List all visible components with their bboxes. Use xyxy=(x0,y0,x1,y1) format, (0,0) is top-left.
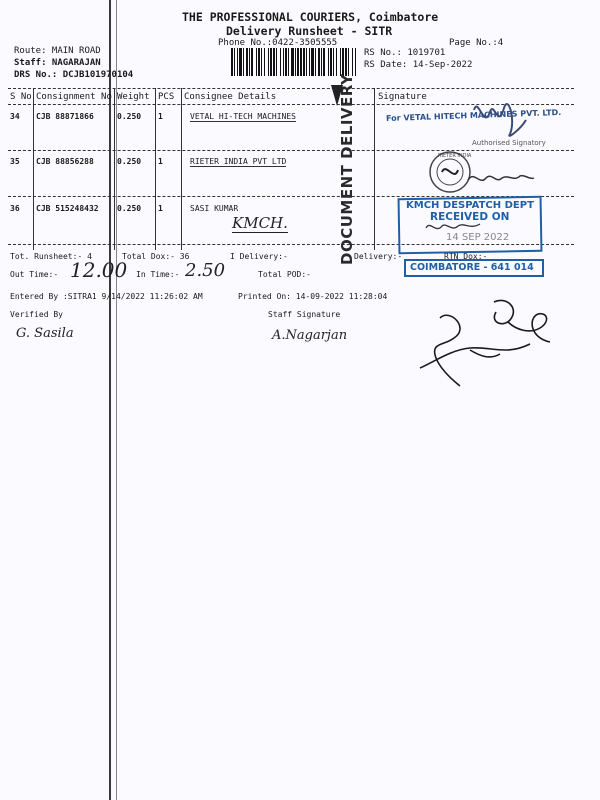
col-sep-3 xyxy=(155,88,156,250)
row-weight: 0.250 xyxy=(117,204,142,213)
phone-number: Phone No.:0422-3505555 xyxy=(218,38,338,48)
staff-name: Staff: NAGARAJAN xyxy=(14,58,101,68)
row-consignment: CJB 515248432 xyxy=(36,204,99,213)
sheet-title: Delivery Runsheet - SITR xyxy=(226,24,393,38)
delivery: Delivery:- xyxy=(354,252,403,261)
route: Route: MAIN ROAD xyxy=(14,46,101,56)
out-time-label: Out Time:- xyxy=(10,270,59,279)
row-pcs: 1 xyxy=(158,112,163,121)
col-header-sno: S No xyxy=(10,92,32,102)
rtn-dox: RTN Dox:- xyxy=(444,252,488,261)
kmch-stamp-date: 14 SEP 2022 xyxy=(446,232,510,243)
vetal-stamp-line1: For VETAL HITECH MACHINES PVT. LTD. xyxy=(385,107,562,124)
row-consignee: VETAL HI-TECH MACHINES xyxy=(190,112,296,121)
row-weight: 0.250 xyxy=(117,112,142,121)
row-pcs: 1 xyxy=(158,157,163,166)
col-sep-4 xyxy=(181,88,182,250)
rs-number: RS No.: 1019701 xyxy=(364,48,446,58)
scan-line-left xyxy=(109,0,111,800)
kmch-stamp-line1: KMCH DESPATCH DEPT xyxy=(406,200,534,211)
handwritten-kmch: KMCH. xyxy=(232,214,288,232)
row-pcs: 1 xyxy=(158,204,163,213)
row-sno: 35 xyxy=(10,157,20,166)
col-header-weight: Weight xyxy=(117,92,150,102)
row-sno: 34 xyxy=(10,112,20,121)
out-time-value: 12.00 xyxy=(70,258,128,282)
col-sep-5 xyxy=(374,88,375,250)
printed-on: Printed On: 14-09-2022 11:28:04 xyxy=(238,292,388,301)
total-dox: Total Dox:- 36 xyxy=(122,252,190,261)
drs-number: DRS No.: DCJB101970104 xyxy=(14,70,134,80)
row-weight: 0.250 xyxy=(117,157,142,166)
col-sep-1 xyxy=(33,88,34,250)
vetal-stamp-line2: Authorised Signatory xyxy=(472,139,546,147)
rieter-seal-text: RIETER INDIA xyxy=(438,153,472,159)
row-consignment: CJB 88871866 xyxy=(36,112,94,121)
row-consignee: SASI KUMAR xyxy=(190,204,239,213)
rs-date: RS Date: 14-Sep-2022 xyxy=(364,60,473,70)
vetal-signature xyxy=(470,90,530,142)
col-header-consignment: Consignment No xyxy=(36,92,112,102)
in-time-value: 2.50 xyxy=(185,260,226,281)
entered-by: Entered By :SITRA1 9/14/2022 11:26:02 AM xyxy=(10,292,203,301)
col-sep-2 xyxy=(114,88,115,250)
row-consignee: RIETER INDIA PVT LTD xyxy=(190,157,287,166)
tot-runsheet: Tot. Runsheet:- 4 xyxy=(10,252,92,261)
rieter-signature xyxy=(466,166,536,190)
total-pod: Total POD:- xyxy=(258,270,311,279)
kmch-stamp-line2: RECEIVED ON xyxy=(430,211,510,223)
large-signature-scribble xyxy=(410,298,560,390)
col-header-signature: Signature xyxy=(378,92,427,102)
kmch-stamp-line3: COIMBATORE - 641 014 xyxy=(410,262,534,273)
delivery-arrow-mark xyxy=(330,84,344,108)
staff-signature-label: Staff Signature xyxy=(268,310,341,319)
kmch-signature xyxy=(424,218,484,236)
verified-by-label: Verified By xyxy=(10,310,63,319)
verified-signature: G. Sasila xyxy=(16,326,74,341)
col-header-consignee: Consignee Details xyxy=(184,92,277,102)
staff-signature: A.Nagarjan xyxy=(272,328,348,343)
row-sno: 36 xyxy=(10,204,20,213)
table-top-rule xyxy=(8,88,574,89)
barcode xyxy=(230,48,358,76)
row-consignment: CJB 88856288 xyxy=(36,157,94,166)
row-rule xyxy=(8,150,574,151)
company-title: THE PROFESSIONAL COURIERS, Coimbatore xyxy=(182,10,439,24)
i-delivery: I Delivery:- xyxy=(230,252,288,261)
document-delivery-stamp: DOCUMENT DELIVERY xyxy=(338,73,356,265)
col-header-pcs: PCS xyxy=(158,92,175,102)
page-number: Page No.:4 xyxy=(449,38,504,48)
in-time-label: In Time:- xyxy=(136,270,180,279)
